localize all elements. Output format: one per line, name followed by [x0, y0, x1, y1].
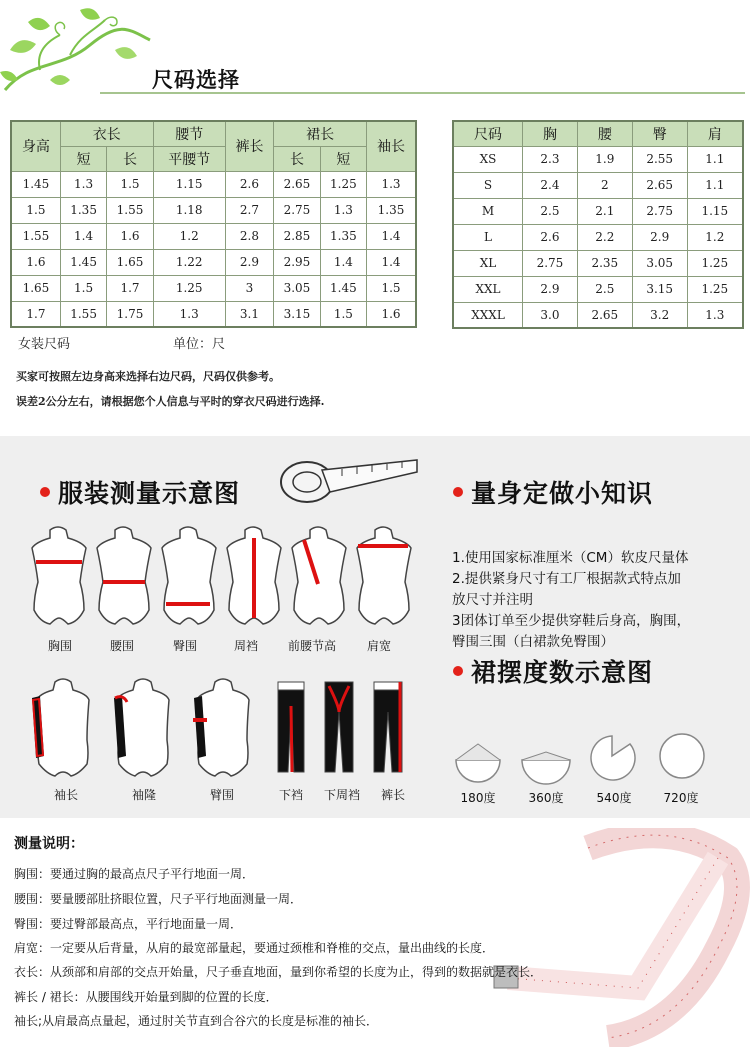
table-cell: 1.7: [107, 275, 153, 301]
explanation-waist: 腰围：要量腰部肚挤眼位置，尺子平行地面测量一周．: [14, 892, 303, 906]
degree-360-label: 360度: [528, 791, 564, 805]
skirt-540-icon: [591, 736, 635, 780]
table-cell: 1.15: [153, 171, 225, 197]
table-row: [11, 249, 416, 275]
table-row: [11, 197, 416, 223]
table-subheader-row: [11, 146, 416, 171]
table-cell: 2.6: [225, 171, 274, 197]
pants-lower-rise-icon: [325, 682, 353, 772]
degree-540-label: 540度: [596, 791, 632, 805]
table-cell: 1.6: [107, 223, 153, 249]
header-shoulder: 肩: [687, 121, 743, 146]
skirt-degree-title: 裙摆度数示意图: [471, 658, 654, 687]
mannequin-armhole-icon: [114, 679, 169, 776]
table-cell: 1.25: [687, 276, 743, 302]
header-size: 尺码: [453, 121, 523, 146]
table-cell: M: [453, 198, 523, 224]
table-cell: 1.45: [60, 249, 106, 275]
table-cell: 1.4: [367, 223, 416, 249]
label-inseam: 下裆: [278, 788, 303, 802]
note-line-1: 买家可按照左边身高来选择右边尺码，尺码仅供参考。: [16, 370, 280, 383]
size-notes: [18, 333, 225, 352]
table-cell: 3: [225, 275, 274, 301]
label-pants-length: 裤长: [380, 788, 405, 802]
pants-length-icon: [374, 682, 402, 772]
table-cell: 2.9: [632, 224, 687, 250]
table-cell: 1.55: [11, 223, 60, 249]
table-cell: 3.05: [274, 275, 320, 301]
tips-heading: [453, 474, 653, 510]
table-row: [453, 172, 743, 198]
table-cell: 1.5: [60, 275, 106, 301]
red-bullet-icon: [40, 487, 50, 497]
table-row: [11, 275, 416, 301]
table-cell: XXL: [453, 276, 523, 302]
table-cell: 1.35: [60, 197, 106, 223]
table-cell: 1.3: [320, 197, 366, 223]
table-cell: L: [453, 224, 523, 250]
table-header-row: [453, 121, 743, 146]
table-cell: 1.1: [687, 172, 743, 198]
table-cell: 1.25: [320, 171, 366, 197]
mannequin-front-waist-icon: [292, 527, 346, 624]
table-row: [11, 171, 416, 197]
table-cell: 1.4: [367, 249, 416, 275]
header: [0, 0, 750, 100]
header-sleeve-length: 袖长: [367, 121, 416, 171]
note-line-2: 误差2公分左右，请根据您个人信息与平时的穿衣尺码进行选择.: [16, 395, 325, 408]
table-cell: 2.9: [523, 276, 578, 302]
subheader-long: 长: [107, 146, 153, 171]
table-cell: 2.85: [274, 223, 320, 249]
table-cell: 1.4: [60, 223, 106, 249]
table-cell: 2.3: [523, 146, 578, 172]
unit-label: 单位：尺: [173, 337, 226, 352]
label-shoulder: 肩宽: [366, 639, 391, 653]
table-cell: 1.6: [367, 301, 416, 327]
label-hip: 臀围: [172, 639, 197, 653]
subheader-short: 短: [60, 146, 106, 171]
height-size-table: [10, 120, 417, 328]
table-cell: 3.05: [632, 250, 687, 276]
table-cell: 2.75: [632, 198, 687, 224]
tip-line-5: 臀围三围（白裙款免臀围）: [452, 634, 614, 650]
table-row: [453, 198, 743, 224]
table-cell: XXXL: [453, 302, 523, 328]
skirt-720-icon: [660, 734, 704, 778]
table-cell: 2.95: [274, 249, 320, 275]
table-header-row: [11, 121, 416, 146]
table-cell: 3.15: [274, 301, 320, 327]
size-measure-table: [452, 120, 744, 329]
header-chest: 胸: [523, 121, 578, 146]
header-garment-length: 衣长: [60, 121, 153, 146]
table-cell: 1.18: [153, 197, 225, 223]
table-cell: 2.5: [577, 276, 632, 302]
red-bullet-icon: [453, 487, 463, 497]
title-divider: [100, 92, 745, 94]
table-cell: 1.25: [153, 275, 225, 301]
measure-diagram-heading: [40, 474, 240, 510]
table-cell: 1.1: [687, 146, 743, 172]
table-cell: 2.75: [523, 250, 578, 276]
mannequin-shoulder-icon: [357, 527, 411, 624]
height-size-table-body: [11, 171, 416, 327]
explanation-shoulder: 肩宽：一定要从后背量，从肩的最宽部量起，要通过颈椎和脊椎的交点，量出曲线的长度．: [14, 941, 495, 955]
table-cell: 1.2: [153, 223, 225, 249]
table-row: [453, 302, 743, 328]
skirt-degree-diagrams: [452, 730, 742, 785]
table-cell: 2.1: [577, 198, 632, 224]
table-cell: 2.65: [577, 302, 632, 328]
header-waist: 腰: [577, 121, 632, 146]
skirt-degree-heading: [453, 653, 653, 689]
table-cell: 1.3: [60, 171, 106, 197]
mannequin-arm-circ-icon: [193, 679, 249, 776]
size-measure-table-body: [453, 146, 743, 328]
table-row: [453, 250, 743, 276]
table-cell: 3.1: [225, 301, 274, 327]
label-sleeve-length: 袖长: [53, 788, 78, 802]
table-cell: 2.5: [523, 198, 578, 224]
mannequin-hip-icon: [162, 527, 216, 624]
explanation-hip: 臀围：要过臀部最高点，平行地面量一周．: [14, 917, 243, 931]
table-cell: 2.35: [577, 250, 632, 276]
table-cell: 1.55: [107, 197, 153, 223]
table-cell: XL: [453, 250, 523, 276]
label-front-waist: 前腰节高: [287, 639, 336, 653]
table-cell: 1.9: [577, 146, 632, 172]
table-cell: 2.8: [225, 223, 274, 249]
label-waist: 腰围: [109, 639, 134, 653]
page-title: 尺码选择: [152, 68, 240, 92]
label-chest: 胸围: [47, 639, 72, 653]
tip-line-2: 2.提供紧身尺寸有工厂根据款式特点加: [452, 571, 681, 587]
mannequin-crotch-icon: [227, 527, 281, 624]
explanation-sleeve-length: 袖长;从肩最高点量起，通过肘关节直到合谷穴的长度是标准的袖长．: [14, 1014, 379, 1028]
mannequin-chest-icon: [32, 527, 86, 624]
tip-line-1: 1.使用国家标准厘米（CM）软皮尺量体: [452, 550, 689, 566]
table-cell: 1.65: [11, 275, 60, 301]
header-height: 身高: [11, 121, 60, 171]
red-bullet-icon: [453, 666, 463, 676]
explanation-title: 测量说明：: [14, 836, 84, 852]
header-skirt-length: 裙长: [274, 121, 367, 146]
table-cell: 3.2: [632, 302, 687, 328]
table-cell: 1.65: [107, 249, 153, 275]
label-crotch: 周裆: [233, 639, 258, 653]
mannequin-row-1: [28, 522, 418, 632]
table-cell: 1.45: [11, 171, 60, 197]
table-row: [453, 224, 743, 250]
table-cell: 1.6: [11, 249, 60, 275]
table-row: [453, 276, 743, 302]
table-cell: 2.2: [577, 224, 632, 250]
measure-diagram-title: 服装测量示意图: [58, 479, 241, 508]
label-armhole: 袖隆: [131, 788, 156, 802]
header-pants-length: 裤长: [225, 121, 274, 171]
table-cell: 1.2: [687, 224, 743, 250]
tip-line-4: 3团体订单至少提供穿鞋后身高，胸围，: [452, 613, 691, 629]
table-cell: 2.4: [523, 172, 578, 198]
table-cell: 2.55: [632, 146, 687, 172]
table-cell: 2.75: [274, 197, 320, 223]
explanation-pants-length: 裤长 / 裙长：从腰围线开始量到脚的位置的长度．: [14, 990, 278, 1004]
vine-decoration-icon: [0, 0, 160, 100]
table-row: [11, 223, 416, 249]
subheader-skirt-short: 短: [320, 146, 366, 171]
label-arm-circ: 臂围: [209, 788, 234, 802]
degree-720-label: 720度: [663, 791, 699, 805]
table-cell: 1.3: [687, 302, 743, 328]
table-cell: 1.5: [367, 275, 416, 301]
table-cell: XS: [453, 146, 523, 172]
skirt-180-icon: [456, 744, 500, 782]
tips-title: 量身定做小知识: [471, 479, 654, 508]
tip-line-3: 放尺寸并注明: [452, 592, 533, 608]
label-lower-rise: 下周裆: [323, 788, 360, 802]
table-row: [453, 146, 743, 172]
measuring-tape-icon: [488, 828, 750, 1047]
table-cell: 2.9: [225, 249, 274, 275]
table-cell: 1.7: [11, 301, 60, 327]
table-cell: 2.6: [523, 224, 578, 250]
table-cell: S: [453, 172, 523, 198]
table-row: [11, 301, 416, 327]
table-cell: 1.35: [367, 197, 416, 223]
table-cell: 1.4: [320, 249, 366, 275]
table-cell: 1.5: [11, 197, 60, 223]
tips-list: [452, 548, 742, 653]
table-cell: 2: [577, 172, 632, 198]
header-hip: 臀: [632, 121, 687, 146]
header-waist-section: 腰节: [153, 121, 225, 146]
table-cell: 1.22: [153, 249, 225, 275]
table-cell: 1.15: [687, 198, 743, 224]
pants-inseam-icon: [278, 682, 304, 772]
table-cell: 1.5: [320, 301, 366, 327]
subheader-flat-waist: 平腰节: [153, 146, 225, 171]
table-cell: 1.55: [60, 301, 106, 327]
table-cell: 2.65: [274, 171, 320, 197]
table-cell: 1.35: [320, 223, 366, 249]
mannequin-sleeve-icon: [32, 679, 89, 776]
skirt-360-icon: [522, 752, 570, 784]
table-cell: 1.3: [367, 171, 416, 197]
table-cell: 1.75: [107, 301, 153, 327]
table-cell: 3.0: [523, 302, 578, 328]
subheader-skirt-long: 长: [274, 146, 320, 171]
table-cell: 3.15: [632, 276, 687, 302]
table-cell: 1.45: [320, 275, 366, 301]
table-cell: 1.5: [107, 171, 153, 197]
mannequin-row-2: [30, 676, 420, 786]
table-cell: 1.25: [687, 250, 743, 276]
size-label: 女装尺码: [18, 337, 71, 352]
table-cell: 1.3: [153, 301, 225, 327]
explanation-garment-length: 衣长：从颈部和肩部的交点开始量，尺子垂直地面，量到你希望的长度为止，得到的数据就是衣长．: [14, 965, 543, 979]
table-cell: 2.7: [225, 197, 274, 223]
degree-180-label: 180度: [460, 791, 496, 805]
tape-measure-icon: [272, 452, 422, 512]
mannequin-waist-icon: [97, 527, 151, 624]
table-cell: 2.65: [632, 172, 687, 198]
explanation-chest: 胸围：要通过胸的最高点尺子平行地面一周．: [14, 867, 255, 881]
